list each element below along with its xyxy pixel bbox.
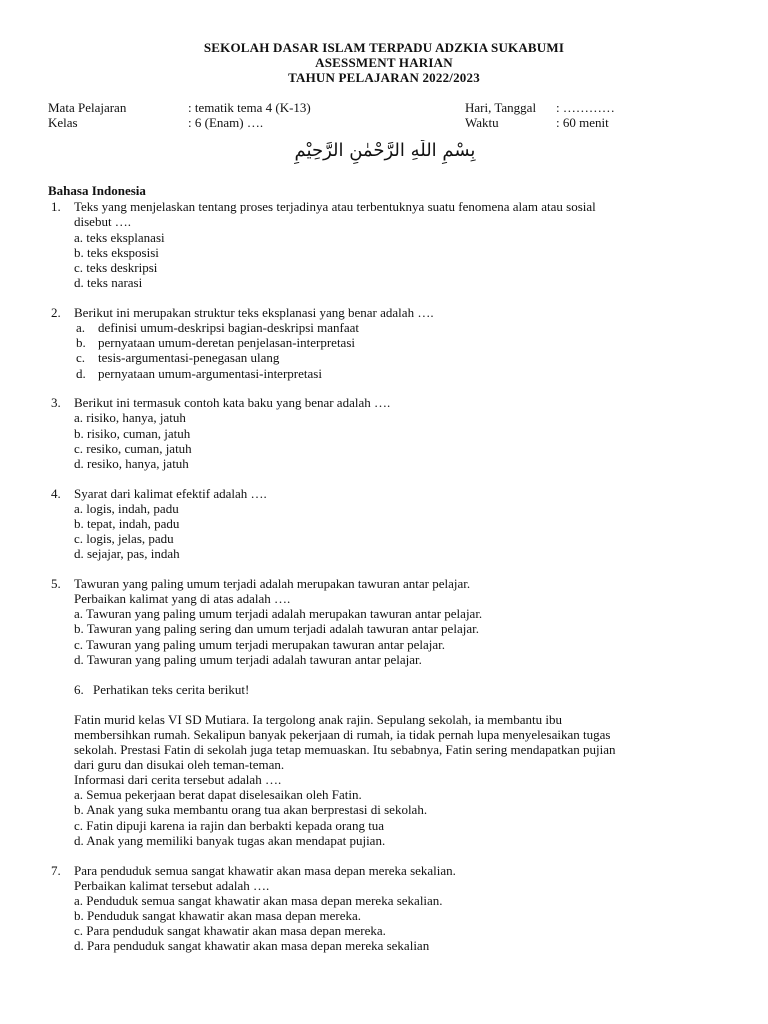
answer-option: b. Penduduk sangat khawatir akan masa depan mereka. <box>74 908 361 923</box>
question-text: Perbaikan kalimat tersebut adalah …. <box>74 878 270 893</box>
passage-line: Fatin murid kelas VI SD Mutiara. Ia tergolong anak rajin. Sepulang sekolah, ia membantu ibu <box>74 712 563 727</box>
answer-option: tesis-argumentasi-penegasan ulang <box>98 350 280 365</box>
time-label: Waktu <box>465 115 499 130</box>
answer-option: d. Para penduduk sangat khawatir akan masa depan mereka sekalian <box>74 938 430 953</box>
answer-option: b. risiko, cuman, jatuh <box>74 426 191 441</box>
option-letter: d. <box>76 366 86 381</box>
question-number: 7. <box>51 863 61 878</box>
answer-option: pernyataan umum-argumentasi-interpretasi <box>98 366 322 381</box>
question-number: 3. <box>51 395 61 410</box>
time-value: : 60 menit <box>556 115 609 130</box>
question-text: Perbaikan kalimat yang di atas adalah …. <box>74 591 291 606</box>
answer-option: b. teks eksposisi <box>74 245 159 260</box>
answer-option: d. Tawuran yang paling umum terjadi adalah tawuran antar pelajar. <box>74 652 422 667</box>
answer-option: definisi umum-deskripsi bagian-deskripsi manfaat <box>98 320 360 335</box>
answer-option: c. Fatin dipuji karena ia rajin dan berbakti kepada orang tua <box>74 818 385 833</box>
answer-option: a. logis, indah, padu <box>74 501 179 516</box>
question-text: Para penduduk semua sangat khawatir akan masa depan mereka sekalian. <box>74 863 456 878</box>
option-letter: a. <box>76 320 86 335</box>
class-value: : 6 (Enam) …. <box>188 115 264 130</box>
answer-option: b. tepat, indah, padu <box>74 516 180 531</box>
class-label: Kelas <box>48 115 78 130</box>
question-number: 4. <box>51 486 61 501</box>
answer-option: c. teks deskripsi <box>74 260 158 275</box>
answer-option: b. Anak yang suka membantu orang tua akan berprestasi di sekolah. <box>74 802 428 817</box>
answer-option: a. risiko, hanya, jatuh <box>74 410 186 425</box>
answer-option: a. Penduduk semua sangat khawatir akan masa depan mereka sekalian. <box>74 893 443 908</box>
answer-option: a. Tawuran yang paling umum terjadi adalah merupakan tawuran antar pelajar. <box>74 606 483 621</box>
question-text: Tawuran yang paling umum terjadi adalah merupakan tawuran antar pelajar. <box>74 576 471 591</box>
school-name: SEKOLAH DASAR ISLAM TERPADU ADZKIA SUKABUMI <box>203 40 565 55</box>
question-text: disebut …. <box>74 214 132 229</box>
answer-option: a. Semua pekerjaan berat dapat diselesaikan oleh Fatin. <box>74 787 362 802</box>
question-text: Syarat dari kalimat efektif adalah …. <box>74 486 267 501</box>
answer-option: d. Anak yang memiliki banyak tugas akan mendapat pujian. <box>74 833 386 848</box>
question-prompt: Informasi dari cerita tersebut adalah …. <box>74 772 282 787</box>
answer-option: pernyataan umum-deretan penjelasan-interpretasi <box>98 335 355 350</box>
answer-option: d. sejajar, pas, indah <box>74 546 180 561</box>
assessment-title: ASESSMENT HARIAN <box>315 55 453 70</box>
basmalah: بِسْمِ اللّٰهِ الرَّحْمٰنِ الرَّحِيْمِ <box>294 140 476 161</box>
answer-option: a. teks eksplanasi <box>74 230 165 245</box>
passage-line: sekolah. Prestasi Fatin di sekolah juga tetap memuaskan. Itu sebabnya, Fatin sering mendapatkan pujian <box>74 742 616 757</box>
question-number: 1. <box>51 199 61 214</box>
question-number: 2. <box>51 305 61 320</box>
section-title: Bahasa Indonesia <box>48 183 146 198</box>
question-number: 6. <box>74 682 84 697</box>
answer-option: c. logis, jelas, padu <box>74 531 174 546</box>
answer-option: c. resiko, cuman, jatuh <box>74 441 192 456</box>
question-number: 5. <box>51 576 61 591</box>
answer-option: d. resiko, hanya, jatuh <box>74 456 189 471</box>
passage-line: membersihkan rumah. Sekalipun banyak pekerjaan di rumah, ia tidak pernah lupa menyelesaikan tugas <box>74 727 611 742</box>
answer-option: b. Tawuran yang paling sering dan umum terjadi adalah tawuran antar pelajar. <box>74 621 479 636</box>
subject-value: : tematik tema 4 (K-13) <box>188 100 311 115</box>
academic-year: TAHUN PELAJARAN 2022/2023 <box>288 70 480 85</box>
date-value: : ………… <box>556 100 615 115</box>
option-letter: c. <box>76 350 86 365</box>
date-label: Hari, Tanggal <box>465 100 537 115</box>
subject-label: Mata Pelajaran <box>48 100 127 115</box>
question-text: Teks yang menjelaskan tentang proses terjadinya atau terbentuknya suatu fenomena alam atau sosial <box>74 199 596 214</box>
question-text: Berikut ini termasuk contoh kata baku yang benar adalah …. <box>74 395 391 410</box>
passage-line: dari guru dan disukai oleh teman-teman. <box>74 757 285 772</box>
option-letter: b. <box>76 335 86 350</box>
answer-option: c. Para penduduk sangat khawatir akan masa depan mereka. <box>74 923 386 938</box>
answer-option: d. teks narasi <box>74 275 143 290</box>
question-text: Berikut ini merupakan struktur teks eksplanasi yang benar adalah …. <box>74 305 434 320</box>
question-text: Perhatikan teks cerita berikut! <box>93 682 250 697</box>
answer-option: c. Tawuran yang paling umum terjadi merupakan tawuran antar pelajar. <box>74 637 446 652</box>
